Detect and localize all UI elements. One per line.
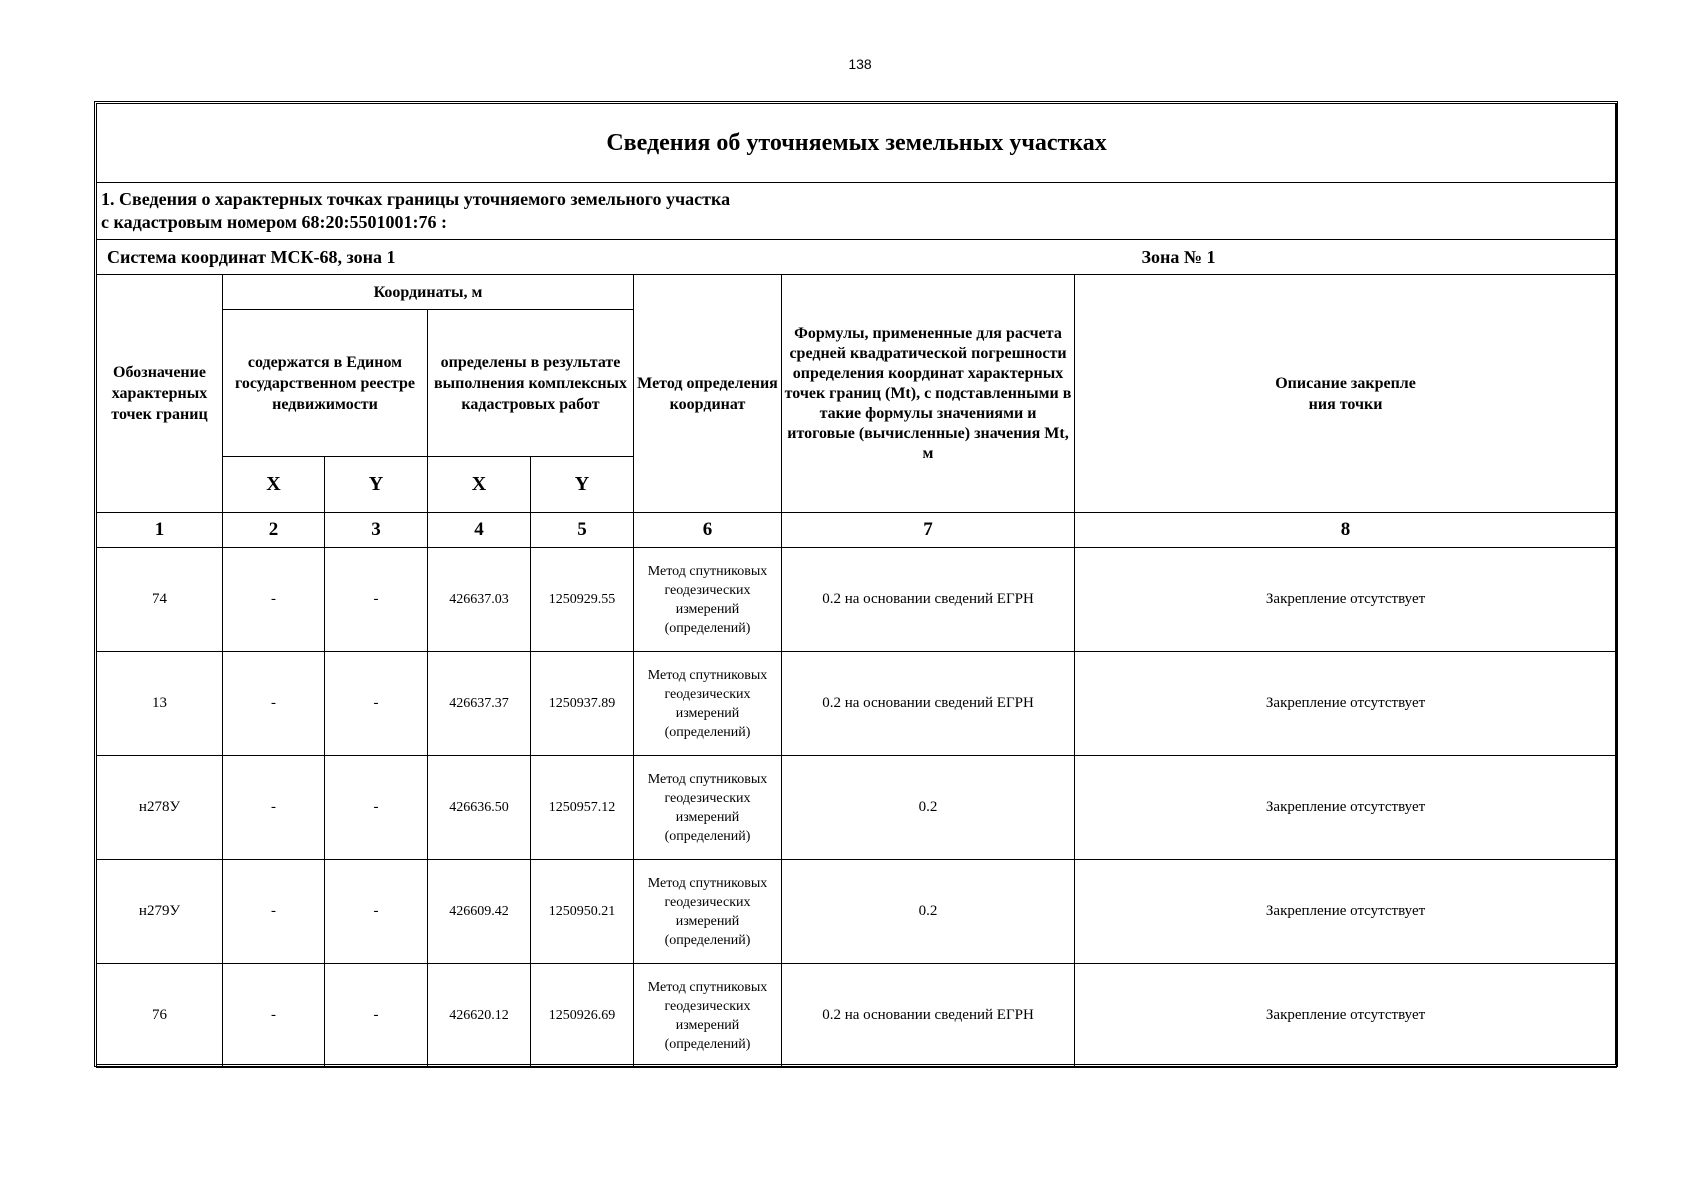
fixation-description: Закрепление отсутствует [1075,756,1617,860]
fixation-description: Закрепление отсутствует [1075,548,1617,652]
coord-x: 426637.03 [428,548,531,652]
header-coordinates: Координаты, м [223,275,634,310]
coord-y: 1250929.55 [531,548,634,652]
coord-y: 1250937.89 [531,652,634,756]
coord-y: 1250926.69 [531,964,634,1068]
method: Метод спутниковых геодезических измерений (определений) [634,964,782,1068]
coord-x: 426636.50 [428,756,531,860]
fixation-description: Закрепление отсутствует [1075,964,1617,1068]
egrn-y: - [325,652,428,756]
egrn-x: - [223,548,325,652]
egrn-x: - [223,756,325,860]
point-id: 76 [97,964,223,1068]
header-formulas: Формулы, примененные для расчета средней квадратической погрешности определения координат характерных точек границ (Mt), с подставленными в такие формулы значениями и итоговые (вычисленные) значения Mt, м [782,275,1075,513]
coord-y: 1250950.21 [531,860,634,964]
point-id: 74 [97,548,223,652]
coord-x: 426620.12 [428,964,531,1068]
section-heading-line2: с кадастровым номером 68:20:5501001:76 : [101,212,448,232]
table-row [97,860,1617,964]
egrn-x: - [223,652,325,756]
method: Метод спутниковых геодезических измерений (определений) [634,860,782,964]
column-number: 2 [223,513,325,548]
boundary-points-table [96,103,1617,1068]
method: Метод спутниковых геодезических измерений (определений) [634,756,782,860]
table-row [97,548,1617,652]
egrn-y: - [325,548,428,652]
egrn-x: - [223,964,325,1068]
mt-value: 0.2 на основании сведений ЕГРН [782,964,1075,1068]
document-title: Сведения об уточняемых земельных участках [97,104,1617,183]
header-cadastral-x: X [428,457,531,513]
point-id: 13 [97,652,223,756]
mt-value: 0.2 на основании сведений ЕГРН [782,652,1075,756]
page-number: 138 [848,56,872,72]
header-description: Описание закрепле ния точки [1075,275,1617,513]
header-method: Метод определения координат [634,275,782,513]
header-egrn-group: содержатся в Едином государственном реестре недвижимости [223,310,428,457]
method: Метод спутниковых геодезических измерений (определений) [634,548,782,652]
table-row [97,652,1617,756]
zone-label: Зона № 1 [782,240,1617,275]
column-number: 5 [531,513,634,548]
mt-value: 0.2 на основании сведений ЕГРН [782,548,1075,652]
header-cadastral-group: определены в результате выполнения комплексных кадастровых работ [428,310,634,457]
column-number: 6 [634,513,782,548]
mt-value: 0.2 [782,860,1075,964]
section-heading [97,183,1617,240]
header-point-designation: Обозначение характерных точек границ [97,275,223,513]
coord-x: 426637.37 [428,652,531,756]
fixation-description: Закрепление отсутствует [1075,860,1617,964]
table-row [97,964,1617,1068]
coordinate-system: Система координат МСК-68, зона 1 [97,240,782,275]
column-number: 7 [782,513,1075,548]
column-number: 8 [1075,513,1617,548]
coord-x: 426609.42 [428,860,531,964]
egrn-y: - [325,860,428,964]
point-id: н278У [97,756,223,860]
column-number: 3 [325,513,428,548]
header-egrn-x: X [223,457,325,513]
egrn-y: - [325,756,428,860]
header-cadastral-y: Y [531,457,634,513]
column-number: 1 [97,513,223,548]
egrn-y: - [325,964,428,1068]
egrn-x: - [223,860,325,964]
method: Метод спутниковых геодезических измерений (определений) [634,652,782,756]
fixation-description: Закрепление отсутствует [1075,652,1617,756]
point-id: н279У [97,860,223,964]
header-egrn-y: Y [325,457,428,513]
column-number: 4 [428,513,531,548]
section-heading-line1: 1. Сведения о характерных точках границы уточняемого земельного участка [101,189,731,209]
coord-y: 1250957.12 [531,756,634,860]
mt-value: 0.2 [782,756,1075,860]
table-row [97,756,1617,860]
